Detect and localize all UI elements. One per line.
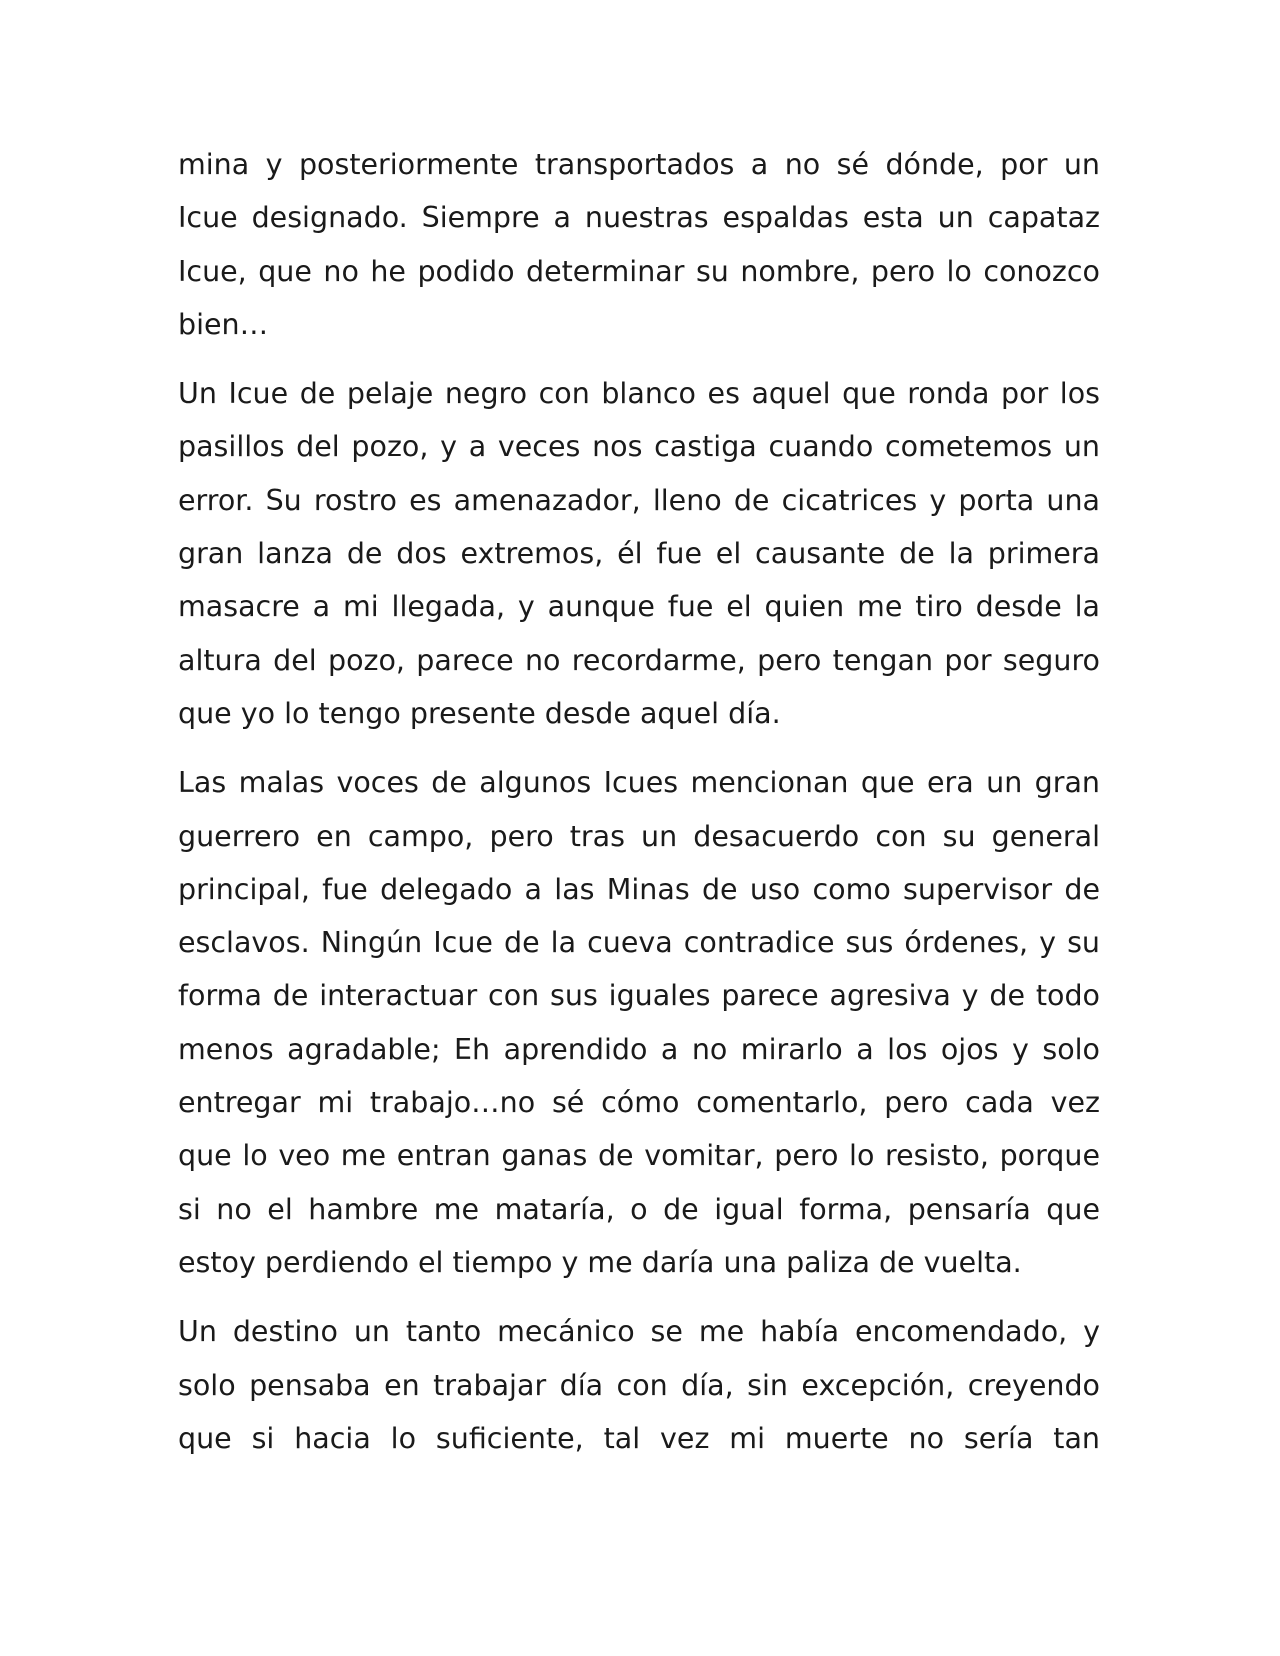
paragraph-4: Un destino un tanto mecánico se me había encomendado, y solo pensaba en trabajar día con día, sin excepción, creyendo que si hacia lo suficiente, tal vez mi muerte no sería tan	[178, 1315, 1100, 1455]
paragraph-1: mina y posteriormente transportados a no sé dónde, por un Icue designado. Siempre a nuestras espaldas esta un capataz Icue, que no he podido determinar su nombre, pero lo conozco bien…	[178, 148, 1100, 341]
body-text	[178, 138, 1100, 1465]
paragraph-3: Las malas voces de algunos Icues mencionan que era un gran guerrero en campo, pero tras un desacuerdo con su general principal, fue delegado a las Minas de uso como supervisor de esclavos. Ningún Icue de la cueva contradice sus órdenes, y su forma de interactuar con sus iguales parece agresiva y de todo menos agradable; Eh aprendido a no mirarlo a los ojos y solo entregar mi trabajo…no sé cómo comentarlo, pero cada vez que lo veo me entran ganas de vomitar, pero lo resisto, porque si no el hambre me mataría, o de igual forma, pensaría que estoy perdiendo el tiempo y me daría una paliza de vuelta.	[178, 766, 1100, 1279]
paragraph-2: Un Icue de pelaje negro con blanco es aquel que ronda por los pasillos del pozo, y a veces nos castiga cuando cometemos un error. Su rostro es amenazador, lleno de cicatrices y porta una gran lanza de dos extremos, él fue el causante de la primera masacre a mi llegada, y aunque fue el quien me tiro desde la altura del pozo, parece no recordarme, pero tengan por seguro que yo lo tengo presente desde aquel día.	[178, 377, 1100, 730]
